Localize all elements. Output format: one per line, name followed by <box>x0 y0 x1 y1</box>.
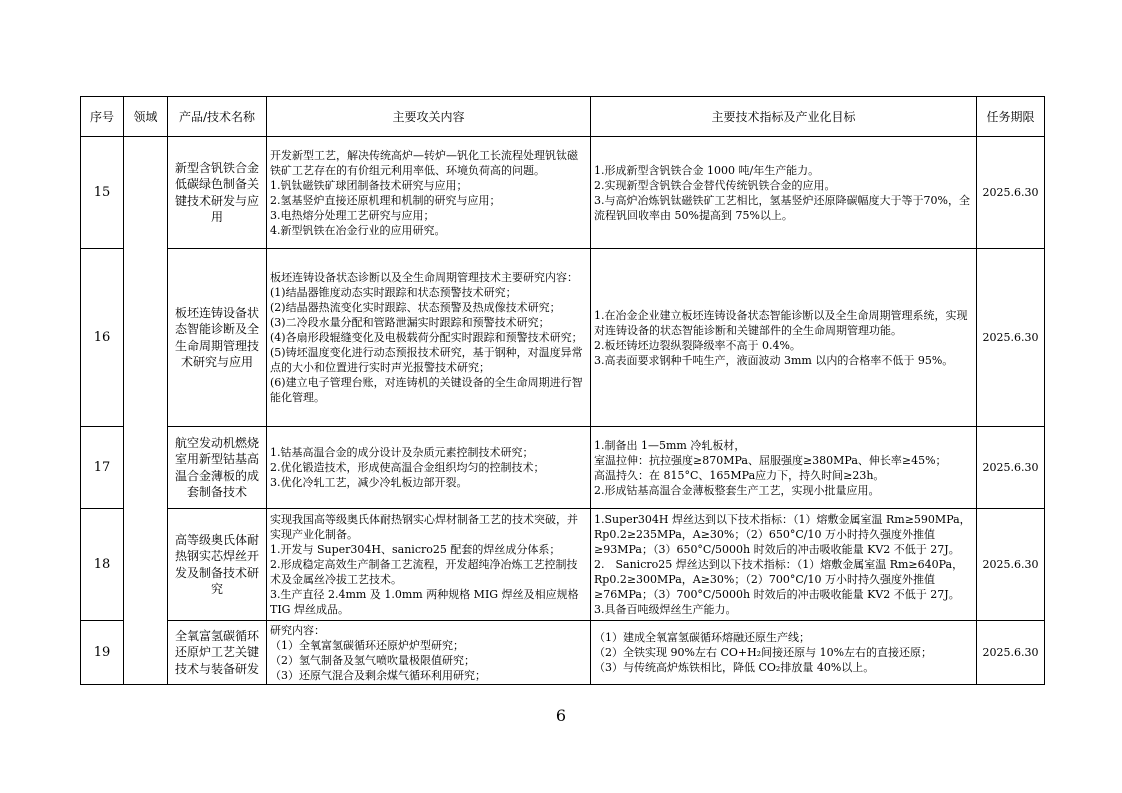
table-row <box>81 249 1045 427</box>
table-row <box>81 509 1045 621</box>
row-indicator <box>591 621 977 685</box>
content-line: (6)建立电子管理台账，对连铸机的关键设备的全生命周期进行智能化管理。 <box>270 376 583 404</box>
indicator-line: 2.形成钴基高温合金薄板整套生产工艺，实现小批量应用。 <box>594 483 880 497</box>
row-deadline: 2025.6.30 <box>977 427 1045 509</box>
header-deadline: 任务期限 <box>977 97 1045 137</box>
content-line: (4)各扇形段辊缝变化及电极载荷分配实时跟踪和预警技术研究； <box>270 331 583 344</box>
row-indicator <box>591 509 977 621</box>
page-number: 6 <box>555 706 567 725</box>
content-line: （1）全氧富氢碳循环还原炉炉型研究； <box>270 638 464 652</box>
indicator-line: 2. Sanicro25 焊丝达到以下技术指标：（1）熔敷金属室温 Rm≥640Pa，Rp0.2≥300MPa，A≥30%；（2）700°C/10 万小时持久强度外推值≥76MPa；（3）700°C/5000h 时效后的冲击吸收能量 KV2 不低于 27J。 <box>594 558 964 601</box>
row-num: 19 <box>81 621 124 685</box>
task-table <box>80 96 1045 685</box>
row-content <box>267 249 591 427</box>
table-row <box>81 427 1045 509</box>
content-line: 3.优化冷轧工艺，减少冷轧板边部开裂。 <box>270 476 468 489</box>
indicator-line: 3.具备百吨级焊丝生产能力。 <box>594 603 737 616</box>
row-deadline: 2025.6.30 <box>977 621 1045 685</box>
row-deadline: 2025.6.30 <box>977 137 1045 249</box>
row-content <box>267 427 591 509</box>
indicator-line: 1.制备出 1—5mm 冷轧板材， <box>594 438 746 452</box>
header-domain: 领域 <box>124 97 168 137</box>
row-num: 15 <box>81 137 124 249</box>
indicator-line: 3.高表面要求钢种千吨生产，液面波动 3mm 以内的合格率不低于 95%。 <box>594 353 954 367</box>
content-line: （3）还原气混合及剩余煤气循环利用研究； <box>270 668 486 682</box>
table-header-row <box>81 97 1045 137</box>
content-line: 1.钒钛磁铁矿球团制备技术研究与应用； <box>270 178 468 192</box>
content-line: 1.开发与 Super304H、sanicro25 配套的焊丝成分体系； <box>270 543 561 556</box>
row-name: 高等级奥氏体耐热钢实芯焊丝开发及制备技术研究 <box>168 509 267 621</box>
row-content <box>267 621 591 685</box>
content-line: 1.钴基高温合金的成分设计及杂质元素控制技术研究； <box>270 446 534 459</box>
content-line: (3)二冷段水量分配和管路泄漏实时跟踪和预警技术研究； <box>270 316 550 329</box>
content-line: (1)结晶器锥度动态实时跟踪和状态预警技术研究； <box>270 286 517 299</box>
row-content <box>267 137 591 249</box>
indicator-line: （2）全铁实现 90%左右 CO+H₂间接还原与 10%左右的直接还原； <box>594 646 933 659</box>
indicator-line: 室温拉伸：抗拉强度≥870MPa、屈服强度≥380MPa、伸长率≥45%； <box>594 453 947 467</box>
content-line: 4.新型钒铁在冶金行业的应用研究。 <box>270 223 446 237</box>
row-deadline: 2025.6.30 <box>977 249 1045 427</box>
row-num: 16 <box>81 249 124 427</box>
content-line: 3.生产直径 2.4mm 及 1.0mm 两种规格 MIG 焊丝及相应规格 TIG 焊丝成品。 <box>270 588 579 616</box>
header-content: 主要攻关内容 <box>267 97 591 137</box>
content-line: 2.优化锻造技术，形成使高温合金组织均匀的控制技术； <box>270 461 545 474</box>
content-line: （2）氢气制备及氢气喷吹量极限值研究； <box>270 653 475 667</box>
indicator-line: （1）建成全氧富氢碳循环熔融还原生产线； <box>594 631 810 644</box>
indicator-line: 1.形成新型含钒铁合金 1000 吨/年生产能力。 <box>594 163 820 177</box>
content-line: 3.电热熔分处理工艺研究与应用； <box>270 208 435 222</box>
indicator-line: 2.实现新型含钒铁合金替代传统钒铁合金的应用。 <box>594 178 836 192</box>
row-num: 18 <box>81 509 124 621</box>
row-name: 全氧富氢碳循环还原炉工艺关键技术与装备研发 <box>168 621 267 685</box>
indicator-line: 1.在冶金企业建立板坯连铸设备状态智能诊断以及全生命周期管理系统，实现对连铸设备的状态智能诊断和关键部件的全生命周期管理功能。 <box>594 308 968 337</box>
header-num: 序号 <box>81 97 124 137</box>
row-deadline: 2025.6.30 <box>977 509 1045 621</box>
header-indicator: 主要技术指标及产业化目标 <box>591 97 977 137</box>
content-line: 2.形成稳定高效生产制备工艺流程，开发超纯净冶炼工艺控制技术及金属丝冷拔工艺技术。 <box>270 558 578 586</box>
row-num: 17 <box>81 427 124 509</box>
row-name: 新型含钒铁合金低碳绿色制备关键技术研发与应用 <box>168 137 267 249</box>
content-line: 2.氢基竖炉直接还原机理和机制的研究与应用； <box>270 193 501 207</box>
indicator-line: （3）与传统高炉炼铁相比，降低 CO₂排放量 40%以上。 <box>594 661 875 674</box>
content-line: 实现我国高等级奥氏体耐热钢实心焊材制备工艺的技术突破，并实现产业化制备。 <box>270 513 578 541</box>
domain-cell <box>124 137 168 685</box>
header-name: 产品/技术名称 <box>168 97 267 137</box>
row-indicator <box>591 249 977 427</box>
table-row <box>81 621 1045 685</box>
indicator-line: 高温持久：在 815°C、165MPa应力下，持久时间≥23h。 <box>594 468 885 482</box>
row-name: 航空发动机燃烧室用新型钴基高温合金薄板的成套制备技术 <box>168 427 267 509</box>
row-indicator <box>591 427 977 509</box>
indicator-line: 3.与高炉冶炼钒钛磁铁矿工艺相比，氢基竖炉还原降碳幅度大于等于70%，全流程钒回收率由 50%提高到 75%以上。 <box>594 193 970 222</box>
row-indicator <box>591 137 977 249</box>
content-line: 研究内容： <box>270 623 325 637</box>
row-name: 板坯连铸设备状态智能诊断及全生命周期管理技术研究与应用 <box>168 249 267 427</box>
content-line: (5)铸坯温度变化进行动态预报技术研究，基于钢种，对温度异常点的大小和位置进行实时声光报警技术研究； <box>270 346 583 374</box>
row-content <box>267 509 591 621</box>
indicator-line: 2.板坯铸坯边裂纵裂降级率不高于 0.4%。 <box>594 338 801 352</box>
table-row <box>81 137 1045 249</box>
content-line: 开发新型工艺，解决传统高炉—转炉—钒化工长流程处理钒钛磁铁矿工艺存在的有价组元利用率低、环境负荷高的问题。 <box>270 148 578 177</box>
indicator-line: 1.Super304H 焊丝达到以下技术指标：（1）熔敷金属室温 Rm≥590MPa，Rp0.2≥235MPa，A≥30%；（2）650°C/10 万小时持久强度外推值≥93MPa；（3）650°C/5000h 时效后的冲击吸收能量 KV2 不低于 27J。 <box>594 513 971 556</box>
content-line: 板坯连铸设备状态诊断以及全生命周期管理技术主要研究内容： <box>270 271 578 284</box>
content-line: (2)结晶器热流变化实时跟踪、状态预警及热成像技术研究； <box>270 301 561 314</box>
